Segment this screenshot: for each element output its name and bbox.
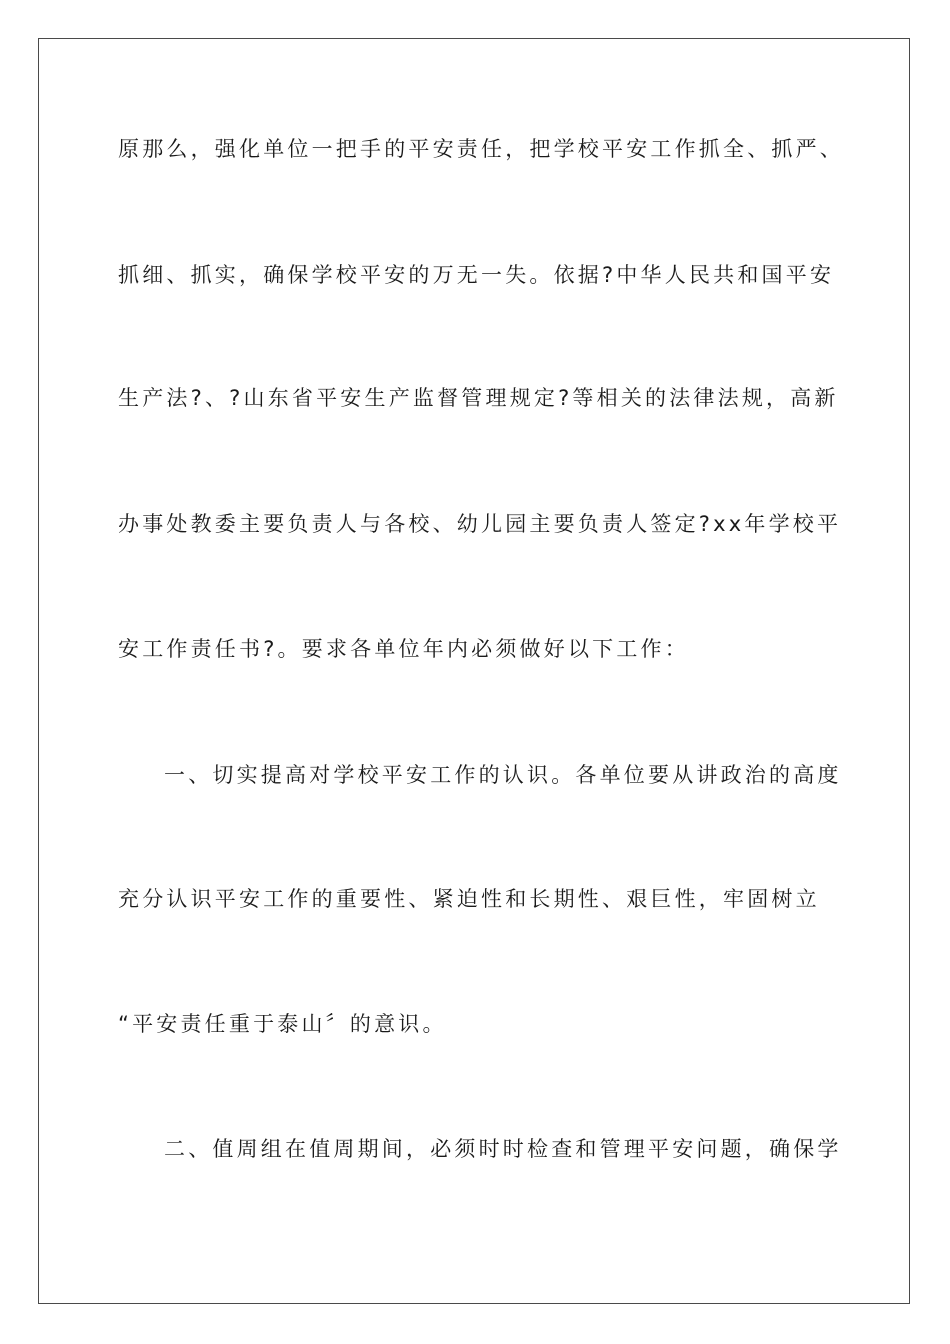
body-line-5: 安工作责任书?。要求各单位年内必须做好以下工作：	[118, 637, 689, 661]
body-line-2: 抓细、抓实，确保学校平安的万无一失。依据?中华人民共和国平安	[118, 263, 835, 287]
page-border	[38, 38, 910, 1304]
body-line-3: 生产法?、?山东省平安生产监督管理规定?等相关的法律法规，高新	[118, 386, 839, 410]
section-one-line-1: 一、切实提高对学校平安工作的认识。各单位要从讲政治的高度	[164, 763, 842, 787]
body-line-4: 办事处教委主要负责人与各校、幼儿园主要负责人签定?xx年学校平	[118, 512, 842, 536]
section-two-line-1: 二、值周组在值周期间，必须时时检查和管理平安问题，确保学	[164, 1137, 842, 1161]
section-one-line-3: “平安责任重于泰山〞的意识。	[118, 1012, 447, 1036]
body-line-1: 原那么，强化单位一把手的平安责任，把学校平安工作抓全、抓严、	[118, 137, 844, 161]
section-one-line-2: 充分认识平安工作的重要性、紧迫性和长期性、艰巨性，牢固树立	[118, 887, 820, 911]
